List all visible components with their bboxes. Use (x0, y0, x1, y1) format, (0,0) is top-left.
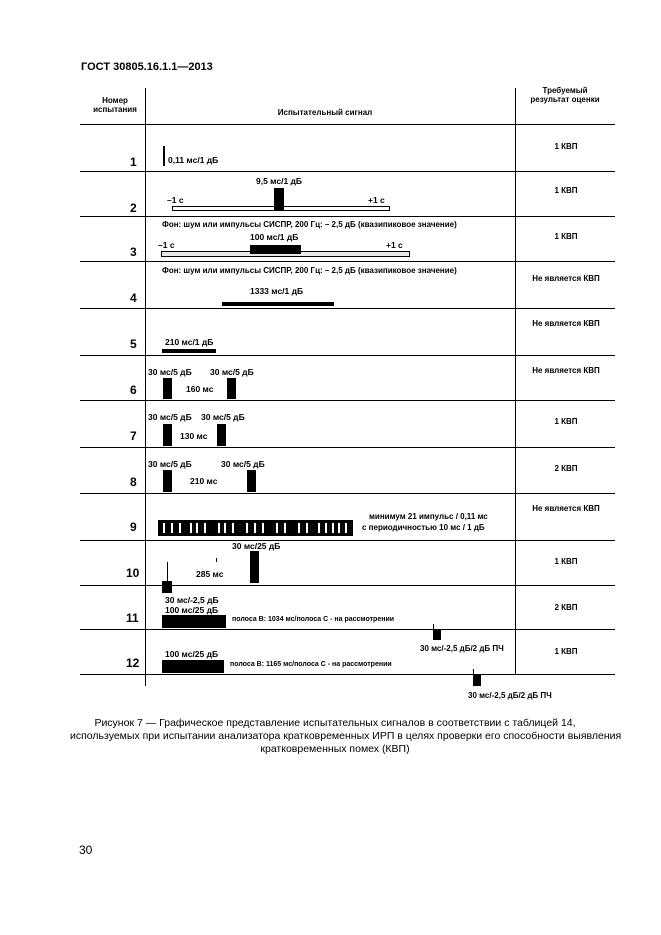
signal-label: –1 с (158, 240, 175, 250)
row-divider (80, 540, 615, 541)
row-result: 1 КВП (554, 417, 578, 426)
row-number: 10 (126, 566, 140, 580)
row-result: 1 КВП (554, 142, 578, 151)
signal-label: 100 мс/25 дБ (165, 605, 219, 615)
caption-line: кратковременных помех (КВП) (260, 743, 410, 755)
signal-label: +1 с (386, 240, 403, 250)
row-result: 1 КВП (554, 557, 578, 566)
pulse-bar (250, 245, 301, 254)
row-number: 12 (126, 656, 140, 670)
row-result: 1 КВП (554, 232, 578, 241)
row-divider (80, 447, 615, 448)
row-divider (80, 216, 615, 217)
row-number: 5 (130, 337, 137, 351)
document-header: ГОСТ 30805.16.1.1—2013 (81, 61, 213, 73)
table-header-divider (80, 124, 615, 125)
pulse-bar (227, 378, 236, 399)
signal-label: 30 мс/5 дБ (148, 412, 192, 422)
signal-label: 30 мс/-2,5 дБ (165, 595, 219, 605)
pulse-bar (163, 378, 172, 399)
row-number: 1 (130, 155, 137, 169)
signal-label: 100 мс/1 дБ (250, 232, 299, 242)
signal-label: полоса B: 1165 мс/полоса C - на рассмотрении (230, 661, 392, 668)
signal-label: 1333 мс/1 дБ (250, 286, 304, 296)
row-divider (80, 308, 615, 309)
row-result: Не является КВП (532, 366, 600, 375)
row-number: 8 (130, 475, 137, 489)
pulse-bar (473, 674, 481, 686)
caption-line: используемых при испытании анализатора кратковременных ИРП в целях проверки его способности выявления (70, 730, 622, 742)
pulse-bar (247, 470, 256, 492)
signal-label: 100 мс/25 дБ (165, 649, 219, 659)
signal-label: 30 мс/25 дБ (232, 541, 281, 551)
row-divider (80, 171, 615, 172)
signal-label: 0,11 мс/1 дБ (168, 155, 219, 165)
signal-label: 285 мс (196, 569, 224, 579)
row-result: 1 КВП (554, 647, 578, 656)
row-result: 1 КВП (554, 186, 578, 195)
col-header-number: Номер испытания (93, 96, 137, 114)
signal-label: с периодичностью 10 мс / 1 дБ (362, 523, 485, 532)
row-number: 9 (130, 520, 137, 534)
row-number: 7 (130, 429, 137, 443)
row-number: 6 (130, 383, 137, 397)
page-number: 30 (79, 843, 93, 857)
signal-label: 30 мс/5 дБ (201, 412, 245, 422)
signal-label: 30 мс/-2,5 дБ/2 дБ ПЧ (420, 644, 504, 653)
pulse-train (158, 520, 353, 536)
pulse-bar (162, 615, 226, 628)
table-result-border (515, 88, 516, 674)
pulse-bar (433, 629, 441, 640)
pulse-bar (163, 470, 172, 492)
pulse-bar (216, 558, 217, 562)
signal-label: Фон: шум или импульсы СИСПР, 200 Гц: – 2,5 дБ (квазипиковое значение) (162, 266, 457, 275)
figure-caption (70, 717, 622, 756)
row-number: 3 (130, 245, 137, 259)
col-header-result: Требуемый результат оценки (530, 86, 600, 104)
pulse-bar (217, 424, 226, 446)
pulse-bar (163, 146, 165, 166)
signal-label: 30 мс/5 дБ (148, 459, 192, 469)
signal-label: 30 мс/5 дБ (148, 367, 192, 377)
signal-label: +1 с (368, 195, 385, 205)
pulse-bar (274, 206, 284, 211)
signal-label: 30 мс/5 дБ (221, 459, 265, 469)
row-number: 2 (130, 201, 137, 215)
pulse-bar (162, 660, 224, 673)
pulse-bar (222, 302, 334, 306)
row-result: 2 КВП (554, 603, 578, 612)
row-number: 11 (126, 611, 139, 625)
row-result: Не является КВП (532, 274, 600, 283)
row-result: Не является КВП (532, 319, 600, 328)
signal-label: минимум 21 импульс / 0,11 мс (369, 512, 488, 521)
pulse-bar (162, 581, 172, 593)
pulse-bar (162, 349, 216, 353)
row-divider (80, 261, 615, 262)
signal-label: –1 с (167, 195, 184, 205)
row-divider (80, 674, 615, 675)
row-divider (80, 400, 615, 401)
signal-label: 130 мс (180, 431, 208, 441)
row-number: 4 (130, 291, 137, 305)
row-result: 2 КВП (554, 464, 578, 473)
row-divider (80, 629, 615, 630)
row-divider (80, 585, 615, 586)
signal-label: 30 мс/-2,5 дБ/2 дБ ПЧ (468, 691, 552, 700)
pulse-bar (163, 424, 172, 446)
row-divider (80, 355, 615, 356)
signal-label: 210 мс (190, 476, 218, 486)
signal-label: 9,5 мс/1 дБ (256, 176, 303, 186)
row-result: Не является КВП (532, 504, 600, 513)
signal-label: 30 мс/5 дБ (210, 367, 254, 377)
signal-label: Фон: шум или импульсы СИСПР, 200 Гц: – 2,5 дБ (квазипиковое значение) (162, 220, 457, 229)
col-header-signal: Испытательный сигнал (277, 108, 373, 117)
caption-line: Рисунок 7 — Графическое представление испытательных сигналов в соответствии с таблицей 14, (94, 717, 576, 729)
signal-label: 210 мс/1 дБ (165, 337, 214, 347)
signal-label: 160 мс (186, 384, 214, 394)
pulse-bar (250, 551, 259, 583)
signal-label: полоса B: 1034 мс/полоса C - на рассмотрении (232, 616, 395, 623)
table-left-border (145, 88, 146, 686)
row-divider (80, 493, 615, 494)
